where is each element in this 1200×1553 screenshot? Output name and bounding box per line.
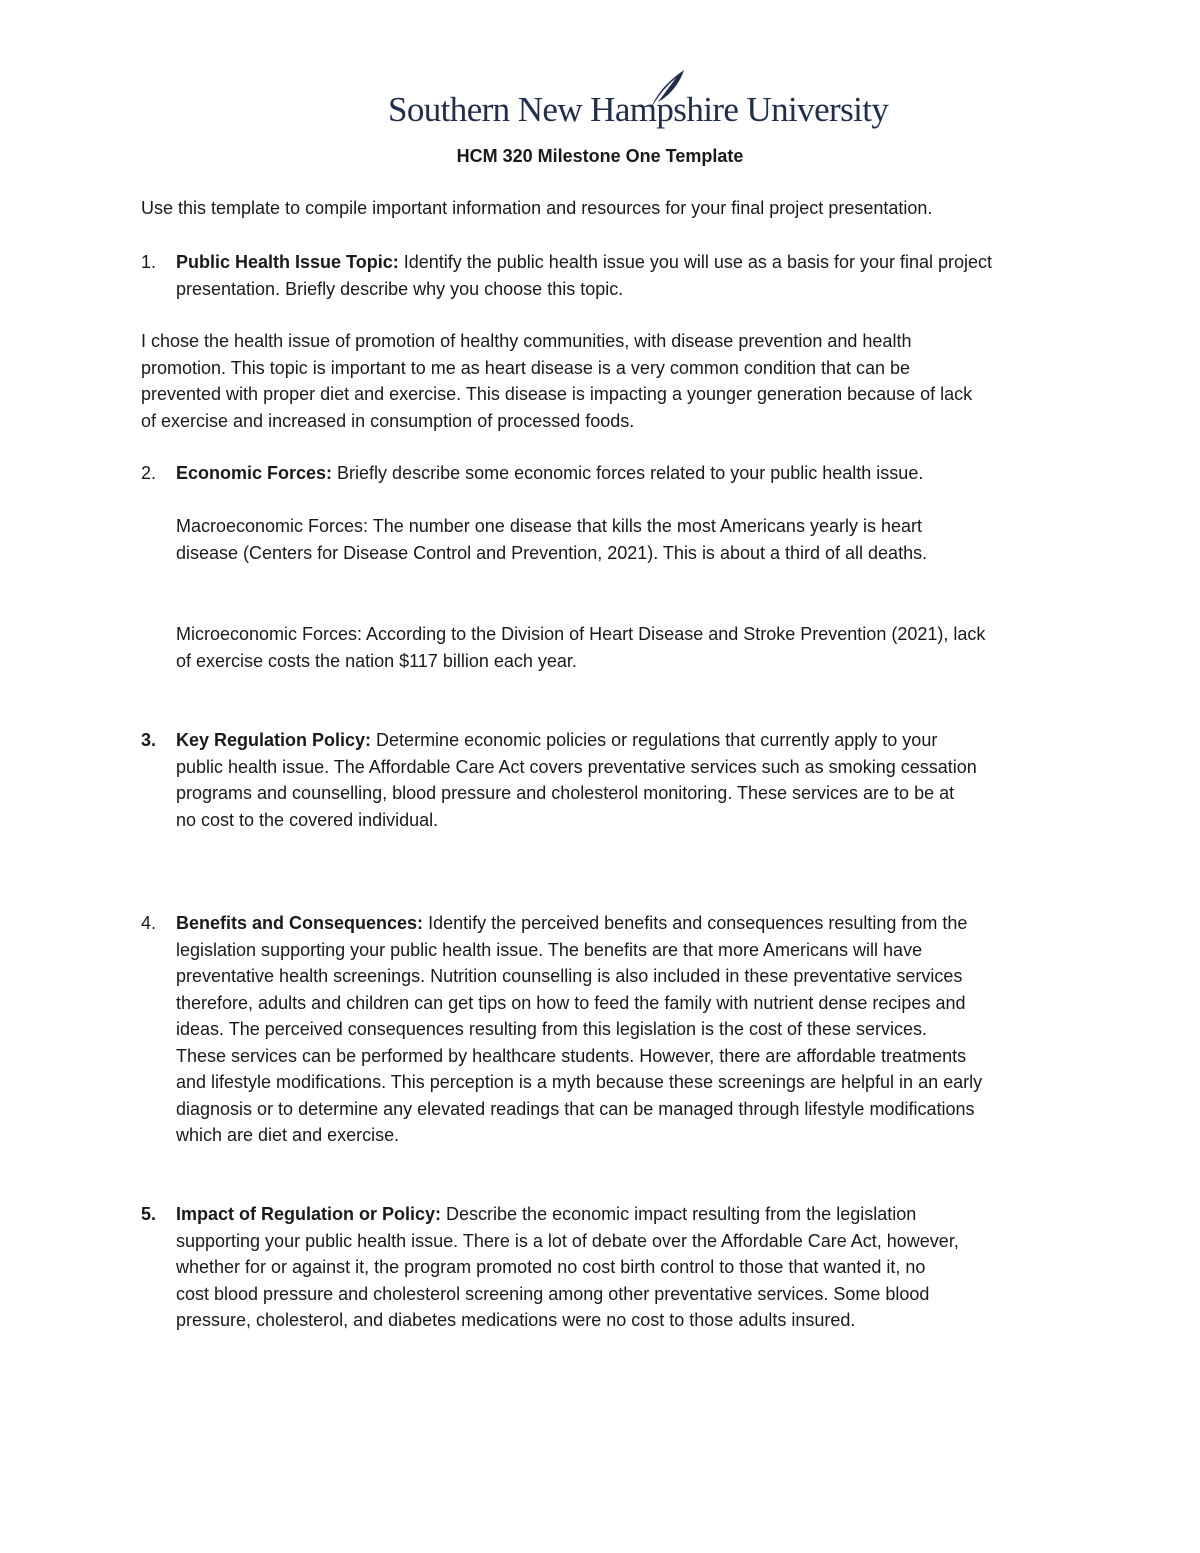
section-4-line: and lifestyle modifications. This perception is a myth because these screenings are helpful in an early — [176, 1072, 983, 1092]
micro-line: Microeconomic Forces: According to the Division of Heart Disease and Stroke Prevention (2021), lack — [176, 624, 986, 644]
university-logo — [388, 66, 889, 136]
section-2-line — [176, 460, 923, 487]
section-5-line: pressure, cholesterol, and diabetes medications were no cost to those adults insured. — [176, 1310, 856, 1330]
section-4-line — [176, 910, 967, 937]
section-label: Impact of Regulation or Policy: — [176, 1204, 442, 1224]
section-label: Public Health Issue Topic: — [176, 252, 399, 272]
section-text: Briefly describe some economic forces related to your public health issue. — [332, 463, 924, 483]
section-number: 5. — [141, 1204, 157, 1224]
section-label: Key Regulation Policy: — [176, 730, 372, 750]
micro-line: of exercise costs the nation $117 billion each year. — [176, 650, 577, 671]
section-text: Determine economic policies or regulations that currently apply to your — [371, 730, 938, 750]
section-4-line: These services can be performed by healthcare students. However, there are affordable treatments — [176, 1045, 967, 1066]
answer-line: of exercise and increased in consumption of processed foods. — [141, 410, 635, 431]
answer-line: prevented with proper diet and exercise. This disease is impacting a younger generation because of lack — [141, 384, 973, 404]
section-text: Identify the public health issue you will use as a basis for your final project — [398, 252, 993, 272]
intro-text: Use this template to compile important information and resources for your final project presentation. — [141, 198, 933, 218]
section-label: Benefits and Consequences: — [176, 913, 424, 933]
section-4-line: diagnosis or to determine any elevated readings that can be managed through lifestyle modifications — [176, 1098, 975, 1119]
section-3-line: public health issue. The Affordable Care Act covers preventative services such as smoking cessation — [176, 756, 977, 777]
section-3-line: no cost to the covered individual. — [176, 809, 439, 830]
section-5-line: supporting your public health issue. There is a lot of debate over the Affordable Care Act, however, — [176, 1230, 959, 1251]
section-1-line — [176, 249, 992, 276]
section-label: Economic Forces: — [176, 463, 333, 483]
section-number: 4. — [141, 913, 157, 933]
section-text: Describe the economic impact resulting from the legislation — [441, 1204, 917, 1224]
section-4-line: ideas. The perceived consequences resulting from this legislation is the cost of these services. — [176, 1019, 928, 1039]
section-5-line — [176, 1201, 916, 1228]
answer-line: promotion. This topic is important to me as heart disease is a very common condition that can be — [141, 357, 911, 378]
section-number: 3. — [141, 730, 157, 750]
macro-line: disease (Centers for Disease Control and Prevention, 2021). This is about a third of all deaths. — [176, 542, 928, 563]
section-4-line: which are diet and exercise. — [176, 1125, 400, 1145]
section-3-line — [176, 727, 937, 754]
section-5-line: whether for or against it, the program promoted no cost birth control to those that wanted it, no — [176, 1257, 926, 1277]
section-1-line: presentation. Briefly describe why you choose this topic. — [176, 278, 624, 299]
section-3-line: programs and counselling, blood pressure and cholesterol monitoring. These services are to be at — [176, 783, 955, 803]
page-title: HCM 320 Milestone One Template — [456, 146, 744, 166]
university-name: Southern New Hampshire University — [388, 90, 889, 129]
macro-line: Macroeconomic Forces: The number one disease that kills the most Americans yearly is heart — [176, 516, 922, 536]
section-number: 1. — [141, 252, 157, 272]
section-text: Identify the perceived benefits and consequences resulting from the — [423, 913, 968, 933]
section-4-line: preventative health screenings. Nutrition counselling is also included in these preventative services — [176, 966, 963, 986]
section-number: 2. — [141, 463, 157, 483]
section-4-line: therefore, adults and children can get tips on how to feed the family with nutrient dense recipes and — [176, 992, 966, 1013]
section-5-line: cost blood pressure and cholesterol screening among other preventative services. Some blood — [176, 1283, 930, 1304]
answer-line: I chose the health issue of promotion of healthy communities, with disease prevention and health — [141, 331, 912, 351]
section-4-line: legislation supporting your public health issue. The benefits are that more Americans will have — [176, 939, 923, 960]
